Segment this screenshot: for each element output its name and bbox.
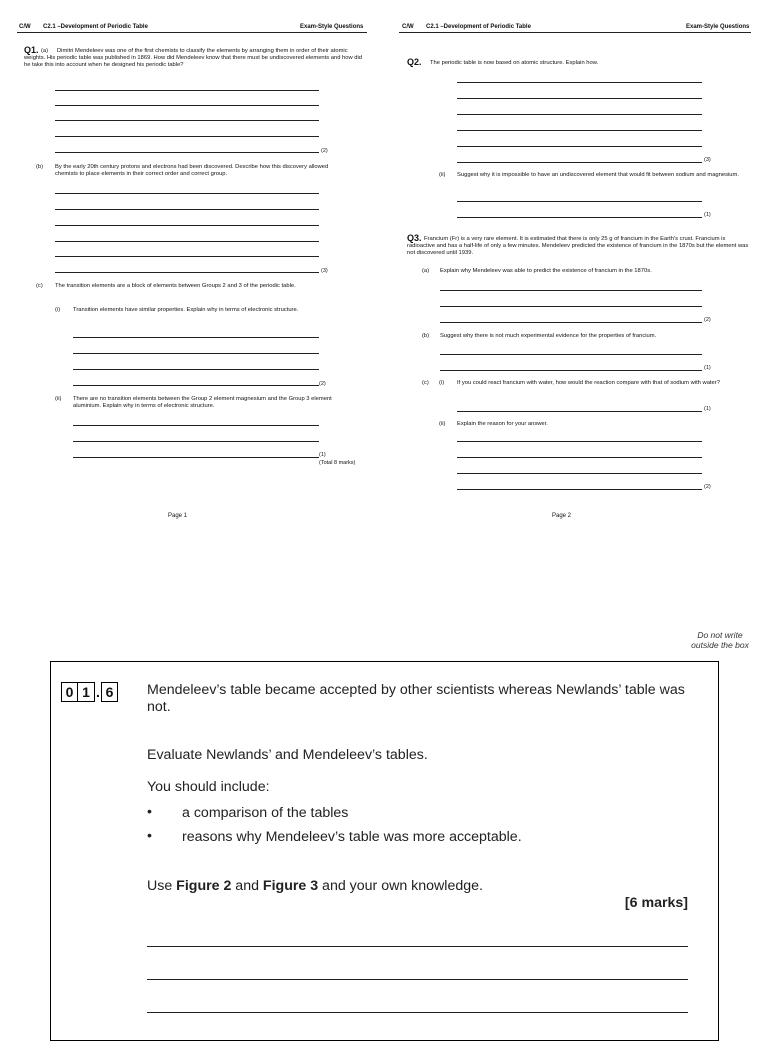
page-number: Page 2 bbox=[552, 513, 572, 519]
answer-line bbox=[73, 369, 319, 370]
do-not-write-note: Do not write outside the box bbox=[691, 630, 749, 650]
figure-3-ref: Figure 3 bbox=[262, 878, 319, 894]
q1c-part: (c) bbox=[36, 283, 43, 289]
answer-line bbox=[55, 105, 319, 106]
answer-line bbox=[55, 241, 319, 242]
header-code: C/W bbox=[19, 24, 31, 30]
question-digit: 6 bbox=[101, 682, 118, 702]
answer-line bbox=[457, 98, 702, 99]
header-tag: Exam-Style Questions bbox=[686, 24, 750, 30]
use-figures-instruction: Use Figure 2 and Figure 3 and your own knowledge. bbox=[147, 878, 483, 894]
answer-line bbox=[73, 425, 319, 426]
q1cii-text: There are no transition elements between the Group 2 element magnesium and the Group 3 element aluminium. Explain why in terms of electronic structure. bbox=[73, 396, 332, 409]
answer-line[interactable] bbox=[147, 1012, 688, 1013]
marks: (1) bbox=[704, 212, 711, 218]
marks: (3) bbox=[321, 268, 328, 274]
answer-line bbox=[440, 306, 702, 307]
q3ci-part: (i) bbox=[439, 380, 445, 386]
answer-line bbox=[440, 290, 702, 291]
q3b-text: Suggest why there is not much experimental evidence for the properties of francium. bbox=[440, 333, 657, 339]
marks: (1) bbox=[319, 452, 326, 458]
q1-label: Q1. bbox=[24, 45, 39, 55]
question-digit: 1 bbox=[78, 682, 95, 702]
answer-line[interactable] bbox=[147, 979, 688, 980]
answer-line bbox=[457, 82, 702, 83]
header-code: C/W bbox=[402, 24, 414, 30]
answer-line bbox=[457, 201, 702, 202]
answer-line bbox=[457, 411, 702, 412]
answer-line bbox=[457, 114, 702, 115]
q1c-text: The transition elements are a block of elements between Groups 2 and 3 of the periodic table. bbox=[55, 283, 296, 289]
q3a-part: (a) bbox=[422, 268, 430, 274]
q1a-part: (a) bbox=[41, 48, 49, 54]
q2-label: Q2. bbox=[407, 57, 422, 67]
bullet-marker: • bbox=[147, 828, 152, 844]
answer-line bbox=[55, 152, 319, 153]
q1ci-part: (i) bbox=[55, 307, 61, 313]
answer-line bbox=[457, 130, 702, 131]
answer-box bbox=[50, 661, 719, 1041]
q1ci-text: Transition elements have similar properties. Explain why in terms of electronic structure. bbox=[73, 307, 299, 313]
question-dot: . bbox=[96, 684, 100, 700]
marks: (1) bbox=[704, 365, 711, 371]
question-intro: Mendeleev’s table became accepted by other scientists whereas Newlands’ table was not. bbox=[147, 682, 685, 715]
answer-line bbox=[55, 256, 319, 257]
marks: (1) bbox=[704, 406, 711, 412]
header-title: C2.1 –Development of Periodic Table bbox=[43, 24, 148, 30]
marks: (2) bbox=[319, 381, 326, 387]
q3ci-text: If you could react francium with water, how would the reaction compare with that of sodium with water? bbox=[457, 380, 720, 386]
q3c-part: (c) bbox=[422, 380, 429, 386]
answer-line[interactable] bbox=[147, 946, 688, 947]
q3b-part: (b) bbox=[422, 333, 430, 339]
bullet-item: reasons why Mendeleev’s table was more acceptable. bbox=[182, 829, 522, 845]
q2-text: The periodic table is now based on atomic structure. Explain how. bbox=[430, 60, 599, 66]
answer-line bbox=[73, 337, 319, 338]
q1cii-part: (ii) bbox=[55, 396, 62, 402]
answer-line bbox=[457, 457, 702, 458]
marks: (2) bbox=[704, 484, 711, 490]
page-number: Page 1 bbox=[168, 513, 188, 519]
answer-line bbox=[73, 441, 319, 442]
answer-line bbox=[440, 354, 702, 355]
answer-line bbox=[73, 457, 319, 458]
answer-line bbox=[440, 370, 702, 371]
answer-line bbox=[55, 272, 319, 273]
q2ii-part: (ii) bbox=[439, 172, 446, 178]
header-rule bbox=[17, 32, 367, 33]
answer-line bbox=[55, 120, 319, 121]
answer-line bbox=[457, 217, 702, 218]
q3a-text: Explain why Mendeleev was able to predict the existence of francium in the 1870s. bbox=[440, 268, 652, 274]
q1b-part: (b) bbox=[36, 164, 44, 170]
answer-line bbox=[55, 193, 319, 194]
question-digit: 0 bbox=[61, 682, 78, 702]
header-tag: Exam-Style Questions bbox=[300, 24, 364, 30]
question-number bbox=[61, 682, 118, 702]
q2ii-text: Suggest why it is impossible to have an undiscovered element that would fit between sodium and magnesium. bbox=[457, 172, 739, 178]
answer-line bbox=[457, 146, 702, 147]
marks-label: [6 marks] bbox=[624, 895, 688, 911]
header-rule bbox=[399, 32, 751, 33]
answer-line bbox=[457, 162, 702, 163]
answer-line bbox=[73, 385, 319, 386]
answer-line bbox=[457, 441, 702, 442]
question-task: Evaluate Newlands’ and Mendeleev’s tables. bbox=[147, 747, 428, 763]
q3cii-text: Explain the reason for your answer. bbox=[457, 421, 548, 427]
marks: (2) bbox=[704, 317, 711, 323]
header-title: C2.1 –Development of Periodic Table bbox=[426, 24, 531, 30]
answer-line bbox=[55, 225, 319, 226]
q1b-text: By the early 20th century protons and electrons had been discovered. Describe how this discovery allowed chemists to place elements in their correct order and correct group. bbox=[55, 164, 329, 177]
include-label: You should include: bbox=[147, 779, 270, 795]
answer-line bbox=[55, 136, 319, 137]
answer-line bbox=[55, 90, 319, 91]
answer-line bbox=[73, 353, 319, 354]
q3cii-part: (ii) bbox=[439, 421, 446, 427]
marks: (2) bbox=[321, 148, 328, 154]
q3-text: Francium (Fr) is a very rare element. It is estimated that there is only 25 g of francium in the Earth's crust. Francium is radioactive and has a half-life of only a few minutes. Mendeleev predicted the existence of francium in the 1870s but the element was not discovered until 1939. bbox=[407, 236, 749, 256]
q1a-text: Dimitri Mendeleev was one of the first chemists to classify the elements by arranging them in order of their atomic weights. His periodic table was published in 1869. How did Mendeleev know that there must be undiscovered elements and how did he take this into account when he designed his periodic table? bbox=[24, 48, 363, 68]
q3-label: Q3. bbox=[407, 233, 422, 243]
bullet-marker: • bbox=[147, 804, 152, 820]
figure-2-ref: Figure 2 bbox=[176, 878, 232, 894]
answer-line bbox=[55, 209, 319, 210]
total-marks: (Total 8 marks) bbox=[319, 460, 356, 466]
bullet-item: a comparison of the tables bbox=[182, 805, 349, 821]
answer-line bbox=[457, 473, 702, 474]
answer-line bbox=[440, 322, 702, 323]
answer-line bbox=[457, 489, 702, 490]
marks: (3) bbox=[704, 157, 711, 163]
